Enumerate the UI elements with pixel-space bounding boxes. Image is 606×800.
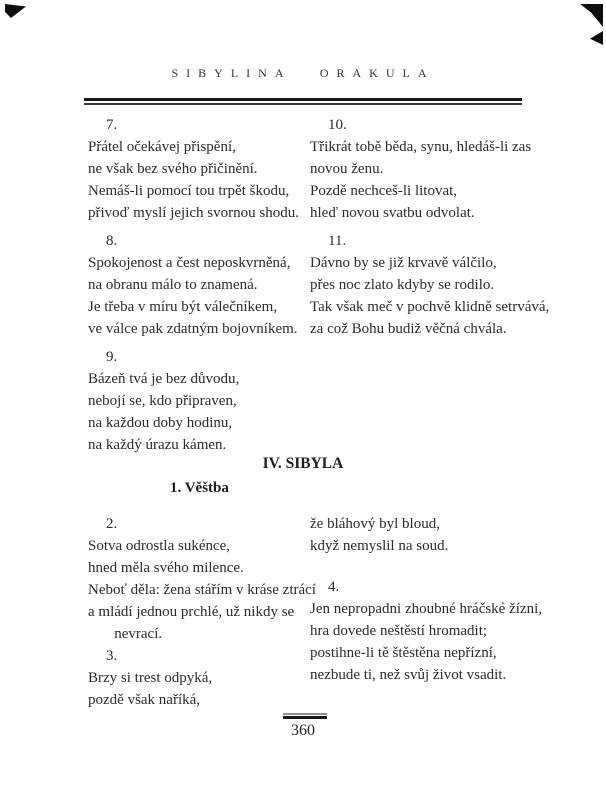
chapter-title: IV. SIBYLA <box>262 455 344 472</box>
header-double-rule <box>84 98 522 105</box>
verse-lines <box>88 368 306 456</box>
verse-line: Třikrát tobě běda, synu, hledáš-li zas <box>310 139 532 155</box>
running-head-title: SIBYLINA ORAKULA <box>171 66 435 80</box>
verse-number: 4. <box>328 579 340 595</box>
verse-number: 7. <box>106 117 118 133</box>
verse-line: že bláhový byl bloud, <box>310 516 440 532</box>
verse-line: Brzy si trest odpyká, <box>88 670 213 686</box>
chapter-subtitle: 1. Věštba <box>170 480 229 496</box>
verse-lines <box>310 598 570 686</box>
verse-line: hra dovede neštěstí hromadit; <box>310 623 488 639</box>
verse-line: nebojí se, kdo připraven, <box>88 393 237 409</box>
scan-artifact-top-left <box>5 4 26 18</box>
verse-number: 10. <box>328 117 347 133</box>
verse-8 <box>88 230 306 340</box>
verse-number: 2. <box>106 516 118 532</box>
verse-number: 8. <box>106 233 118 249</box>
verse-line: Bázeň tvá je bez důvodu, <box>88 371 240 387</box>
verse-line: na každou doby hodinu, <box>88 415 233 431</box>
verse-line: ne však bez svého přičinění. <box>88 161 258 177</box>
verse-number: 3. <box>106 648 118 664</box>
verse-lines <box>88 136 306 224</box>
verse-line: na obranu málo to znamená. <box>88 277 258 293</box>
scan-artifact-right-edge <box>590 31 603 45</box>
verse-line: za což Bohu budiž věčná chvála. <box>310 321 507 337</box>
verse-11 <box>310 230 570 340</box>
verse-line: novou ženu. <box>310 161 384 177</box>
verse-line: postihne-li tě štěstěna nepřízní, <box>310 645 497 661</box>
scan-artifact-top-right <box>577 4 603 27</box>
verse-10 <box>310 114 570 224</box>
verse-line: Neboť děla: žena stářím v kráse ztrácí <box>88 582 316 598</box>
verse-line: Tak však meč v pochvě klidně setrvává, <box>310 299 550 315</box>
verse-line: hned měla svého milence. <box>88 560 244 576</box>
section2-right-column <box>310 513 570 686</box>
page-number: 360 <box>291 722 315 739</box>
verse-4 <box>310 576 570 686</box>
verse-line: Je třeba v míru být válečníkem, <box>88 299 278 315</box>
verse-line: ve válce pak zdatným bojovníkem. <box>88 321 298 337</box>
verse-line: Sotva odrostla sukénce, <box>88 538 231 554</box>
verse-3-continuation <box>310 513 570 557</box>
footer-double-rule <box>283 713 327 719</box>
verse-line: nevrací. <box>88 626 163 642</box>
verse-line: Jen nepropadni zhoubné hráčské žízni, <box>310 601 542 617</box>
verse-9 <box>88 346 306 456</box>
verse-line: když nemyslil na soud. <box>310 538 449 554</box>
section2-left-column <box>88 513 316 711</box>
verse-line: Pozdě nechceš-li litovat, <box>310 183 458 199</box>
verse-line: hleď novou svatbu odvolat. <box>310 205 475 221</box>
verse-lines <box>88 252 306 340</box>
verse-line: Dávno by se již krvavě válčilo, <box>310 255 497 271</box>
verse-2 <box>88 513 316 645</box>
verse-lines <box>310 252 570 340</box>
verse-line: Přátel očekávej přispění, <box>88 139 236 155</box>
verse-line: na každý úrazu kámen. <box>88 437 227 453</box>
section1-left-column <box>88 114 306 456</box>
verse-line: a mládí jednou prchlé, už nikdy se <box>88 604 295 620</box>
verse-lines <box>310 513 570 557</box>
verse-lines <box>88 667 306 711</box>
verse-line: Nemáš-li pomocí tou trpět škodu, <box>88 183 290 199</box>
verse-number: 9. <box>106 349 118 365</box>
verse-line: nezbude ti, než svůj život vsadit. <box>310 667 507 683</box>
verse-line: pozdě však naříká, <box>88 692 201 708</box>
section1-right-column <box>310 114 570 340</box>
verse-line: Spokojenost a čest neposkvrněná, <box>88 255 291 271</box>
verse-line: přes noc zlato kdyby se rodilo. <box>310 277 495 293</box>
verse-3 <box>88 645 306 711</box>
verse-7 <box>88 114 306 224</box>
verse-number: 11. <box>328 233 347 249</box>
verse-lines <box>88 535 316 645</box>
verse-line: přivoď myslí jejich svornou shodu. <box>88 205 299 221</box>
verse-lines <box>310 136 570 224</box>
